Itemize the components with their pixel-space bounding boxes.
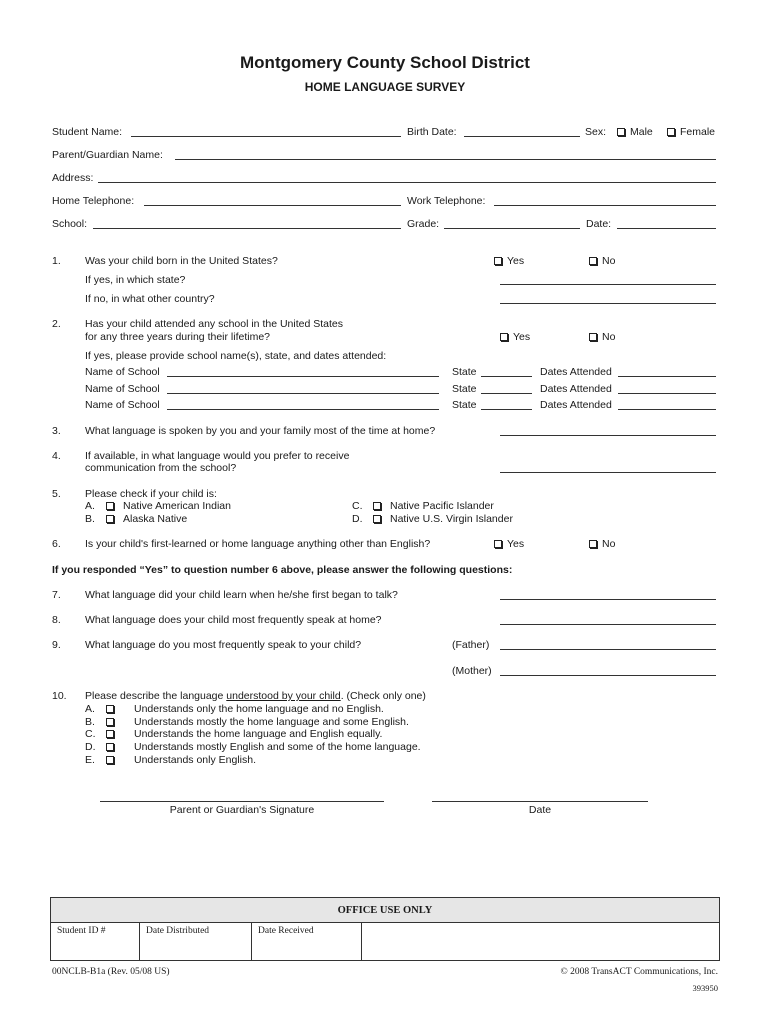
q1-country-field[interactable] <box>500 303 716 304</box>
q2-state-field-3[interactable] <box>481 409 532 410</box>
q6-yes-checkbox[interactable] <box>494 540 502 548</box>
q2-state-label-1: State <box>452 366 477 378</box>
q7-text: What language did your child learn when he/she first began to talk? <box>85 589 398 601</box>
q2-dates-label-3: Dates Attended <box>540 399 612 411</box>
q1-yes[interactable]: Yes <box>494 255 524 268</box>
q7-number: 7. <box>52 589 61 601</box>
q2-school-field-3[interactable] <box>167 409 439 410</box>
date-field[interactable] <box>617 228 716 229</box>
survey-title: HOME LANGUAGE SURVEY <box>304 80 466 94</box>
parent-name-label: Parent/Guardian Name: <box>52 149 163 161</box>
school-label: School: <box>52 218 88 230</box>
q2-no[interactable]: No <box>589 331 615 344</box>
q2-school-field-1[interactable] <box>167 376 439 377</box>
student-name-field[interactable] <box>131 136 401 137</box>
q10-a-checkbox[interactable] <box>106 705 114 713</box>
q10-a-letter: A. <box>85 703 95 715</box>
q9-number: 9. <box>52 639 61 651</box>
q2-dates-label-2: Dates Attended <box>540 383 612 395</box>
q10-text: Please describe the language understood by your child. (Check only one) <box>85 690 426 702</box>
q1-sub-state: If yes, in which state? <box>85 274 186 286</box>
male-option[interactable]: Male <box>617 126 653 139</box>
q2-text-line2: for any three years during their lifetime? <box>85 331 271 343</box>
q10-d-letter: D. <box>85 741 96 753</box>
female-option[interactable]: Female <box>667 126 715 139</box>
sex-label: Sex: <box>585 126 607 138</box>
q4-field[interactable] <box>500 472 716 473</box>
q9-mother-label: (Mother) <box>452 665 492 677</box>
q10-d-checkbox[interactable] <box>106 743 114 751</box>
q2-number: 2. <box>52 318 61 330</box>
q2-dates-label-1: Dates Attended <box>540 366 612 378</box>
school-field[interactable] <box>93 228 401 229</box>
q5-text: Please check if your child is: <box>85 488 217 500</box>
q5-b-letter: B. <box>85 513 95 525</box>
q2-yes-checkbox[interactable] <box>500 333 508 341</box>
q1-number: 1. <box>52 255 61 267</box>
q4-text-line1: If available, in what language would you prefer to receive <box>85 450 350 462</box>
q6-text: Is your child's first-learned or home language anything other than English? <box>85 538 431 550</box>
q10-e-letter: E. <box>85 754 95 766</box>
q3-field[interactable] <box>500 435 716 436</box>
q2-yes[interactable]: Yes <box>500 331 530 344</box>
student-name-label: Student Name: <box>52 126 123 138</box>
signature-label: Parent or Guardian's Signature <box>169 804 315 816</box>
q10-d-option[interactable]: Understands mostly English and some of the home language. <box>106 741 421 754</box>
q5-b-option[interactable]: Alaska Native <box>106 513 187 526</box>
q9-mother-field[interactable] <box>500 675 716 676</box>
q9-text: What language do you most frequently speak to your child? <box>85 639 362 651</box>
office-notes-cell[interactable] <box>362 923 719 960</box>
student-id-cell[interactable]: Student ID # <box>51 923 140 960</box>
q4-number: 4. <box>52 450 61 462</box>
q2-dates-field-1[interactable] <box>618 376 716 377</box>
q1-text: Was your child born in the United States? <box>85 255 278 267</box>
q4-text-line2: communication from the school? <box>85 462 237 474</box>
q2-dates-field-3[interactable] <box>618 409 716 410</box>
signature-date-line[interactable] <box>432 801 648 802</box>
grade-label: Grade: <box>407 218 440 230</box>
q8-text: What language does your child most frequently speak at home? <box>85 614 382 626</box>
q5-c-option[interactable]: Native Pacific Islander <box>373 500 494 513</box>
signature-line[interactable] <box>100 801 384 802</box>
q2-school-label-3: Name of School <box>85 399 160 411</box>
grade-field[interactable] <box>444 228 580 229</box>
q5-a-checkbox[interactable] <box>106 502 114 510</box>
q7-field[interactable] <box>500 599 716 600</box>
q1-state-field[interactable] <box>500 284 716 285</box>
q2-text-line1: Has your child attended any school in the United States <box>85 318 343 330</box>
q2-school-label-2: Name of School <box>85 383 160 395</box>
q5-d-letter: D. <box>352 513 363 525</box>
male-checkbox[interactable] <box>617 128 625 136</box>
parent-name-field[interactable] <box>175 159 716 160</box>
form-code: 00NCLB-B1a (Rev. 05/08 US) <box>52 967 170 977</box>
q2-school-field-2[interactable] <box>167 393 439 394</box>
q10-c-checkbox[interactable] <box>106 730 114 738</box>
date-label: Date: <box>586 218 612 230</box>
copyright: © 2008 TransACT Communications, Inc. <box>560 967 718 977</box>
q3-text: What language is spoken by you and your family most of the time at home? <box>85 425 436 437</box>
date-received-cell[interactable]: Date Received <box>252 923 362 960</box>
district-title: Montgomery County School District <box>240 53 530 72</box>
document-number: 393950 <box>692 983 718 993</box>
q10-b-letter: B. <box>85 716 95 728</box>
q5-a-option[interactable]: Native American Indian <box>106 500 231 513</box>
q2-no-checkbox[interactable] <box>589 333 597 341</box>
q6-number: 6. <box>52 538 61 550</box>
q5-d-option[interactable]: Native U.S. Virgin Islander <box>373 513 513 526</box>
q5-d-checkbox[interactable] <box>373 515 381 523</box>
work-phone-field[interactable] <box>494 205 716 206</box>
q10-c-option[interactable]: Understands the home language and English equally. <box>106 728 382 741</box>
q10-e-checkbox[interactable] <box>106 756 114 764</box>
office-use-table <box>50 897 720 961</box>
home-phone-label: Home Telephone: <box>52 195 135 207</box>
home-phone-field[interactable] <box>144 205 401 206</box>
q5-b-checkbox[interactable] <box>106 515 114 523</box>
address-field[interactable] <box>98 182 716 183</box>
q3-number: 3. <box>52 425 61 437</box>
q10-e-option[interactable]: Understands only English. <box>106 754 256 767</box>
q10-a-option[interactable]: Understands only the home language and no English. <box>106 703 384 716</box>
conditional-instruction: If you responded “Yes” to question number 6 above, please answer the following questions: <box>52 564 513 576</box>
birth-date-field[interactable] <box>464 136 580 137</box>
q1-no-checkbox[interactable] <box>589 257 597 265</box>
q5-number: 5. <box>52 488 61 500</box>
q10-number: 10. <box>52 690 67 702</box>
office-use-title: OFFICE USE ONLY <box>51 898 719 923</box>
q10-b-checkbox[interactable] <box>106 718 114 726</box>
q6-yes[interactable]: Yes <box>494 538 524 551</box>
q8-number: 8. <box>52 614 61 626</box>
date-distributed-cell[interactable]: Date Distributed <box>140 923 252 960</box>
q6-no[interactable]: No <box>589 538 615 551</box>
q2-state-label-3: State <box>452 399 477 411</box>
q5-a-letter: A. <box>85 500 95 512</box>
address-label: Address: <box>52 172 94 184</box>
birth-date-label: Birth Date: <box>407 126 457 138</box>
q1-yes-checkbox[interactable] <box>494 257 502 265</box>
q2-state-field-2[interactable] <box>481 393 532 394</box>
q2-state-field-1[interactable] <box>481 376 532 377</box>
q2-dates-field-2[interactable] <box>618 393 716 394</box>
q2-sub: If yes, please provide school name(s), state, and dates attended: <box>85 350 387 362</box>
q9-father-label: (Father) <box>452 639 490 651</box>
work-phone-label: Work Telephone: <box>407 195 486 207</box>
q5-c-checkbox[interactable] <box>373 502 381 510</box>
q2-school-label-1: Name of School <box>85 366 160 378</box>
q5-c-letter: C. <box>352 500 363 512</box>
q1-no[interactable]: No <box>589 255 615 268</box>
q2-state-label-2: State <box>452 383 477 395</box>
signature-date-label: Date <box>528 804 552 816</box>
female-checkbox[interactable] <box>667 128 675 136</box>
q9-father-field[interactable] <box>500 649 716 650</box>
q10-b-option[interactable]: Understands mostly the home language and some English. <box>106 716 409 729</box>
q8-field[interactable] <box>500 624 716 625</box>
q6-no-checkbox[interactable] <box>589 540 597 548</box>
q10-c-letter: C. <box>85 728 96 740</box>
q1-sub-country: If no, in what other country? <box>85 293 215 305</box>
